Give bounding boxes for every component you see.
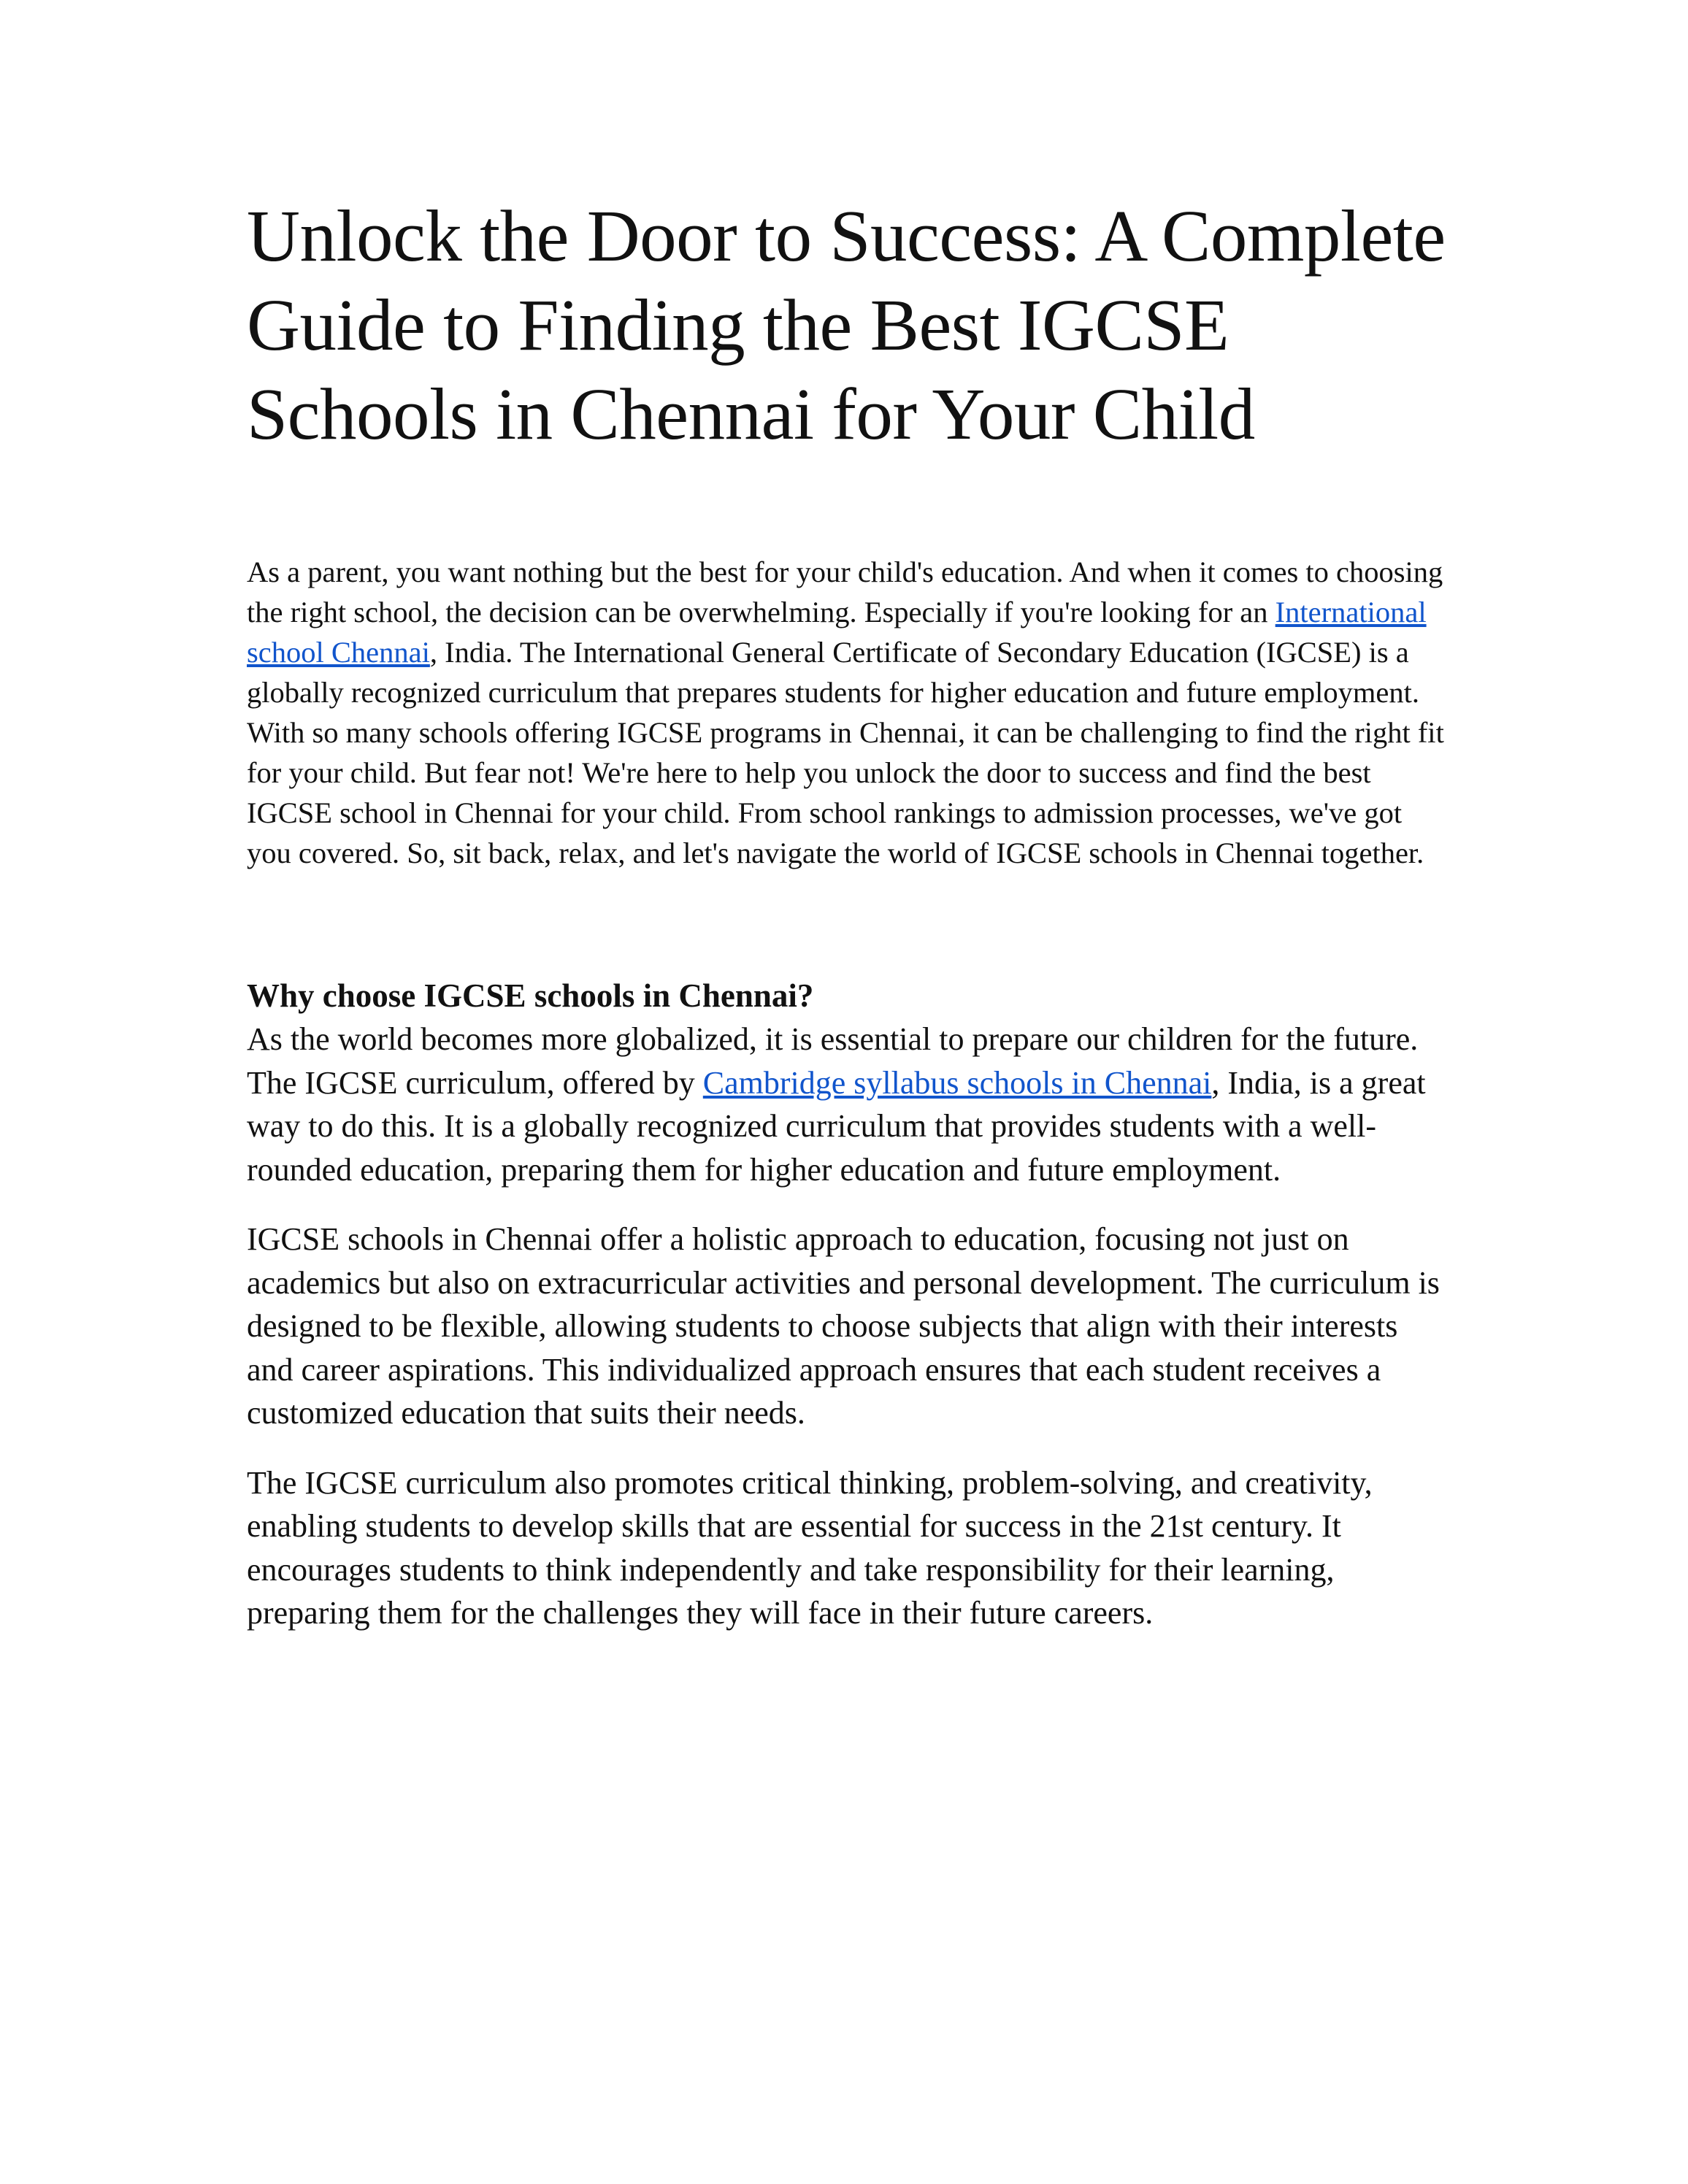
section-p1-text-after-link: , India, is a great way to do this. It is a globally recognized curriculum that provides students with a well-rounded education, preparing them for higher education and future employment. [247, 1064, 1426, 1188]
cambridge-syllabus-schools-link[interactable]: Cambridge syllabus schools in Chennai [702, 1064, 1212, 1101]
intro-text-after-link: , India. The International General Certificate of Secondary Education (IGCSE) is a globally recognized curriculum that prepares students for higher education and future employment. With so many schools offering IGCSE programs in Chennai, it can be challenging to find the right fit for your child. But fear not! We're here to help you unlock the door to success and find the best IGCSE school in Chennai for your child. From school rankings to admission processes, we've got you covered. So, sit back, relax, and let's navigate the world of IGCSE schools in Chennai together. [247, 636, 1444, 869]
section-p1-text-before-link: As the world becomes more globalized, it is essential to prepare our children for the future. The IGCSE curriculum, offered by [247, 1021, 1419, 1101]
page-title: Unlock the Door to Success: A Complete Guide to Finding the Best IGCSE Schools in Chennai for Your Child [247, 195, 1446, 455]
international-school-chennai-link[interactable]: International school Chennai [247, 596, 1427, 669]
intro-text-before-link: As a parent, you want nothing but the best for your child's education. And when it comes to choosing the right school, the decision can be overwhelming. Especially if you're looking for an [247, 555, 1443, 628]
section-paragraph-1 [247, 1018, 1451, 1191]
section-paragraph-2: IGCSE schools in Chennai offer a holistic approach to education, focusing not just on academics but also on extracurricular activities and personal development. The curriculum is designed to be flexible, allowing students to choose subjects that align with their interests and career aspirations. This individualized approach ensures that each student receives a customized education that suits their needs. [247, 1221, 1440, 1431]
section-paragraph-3: The IGCSE curriculum also promotes critical thinking, problem-solving, and creativity, enabling students to develop skills that are essential for success in the 21st century. It encourages students to think independently and take responsibility for their learning, preparing them for the challenges they will face in their future careers. [247, 1464, 1373, 1631]
document-content [247, 191, 1451, 1635]
section-heading: Why choose IGCSE schools in Chennai? [247, 977, 814, 1014]
intro-paragraph [247, 552, 1451, 873]
